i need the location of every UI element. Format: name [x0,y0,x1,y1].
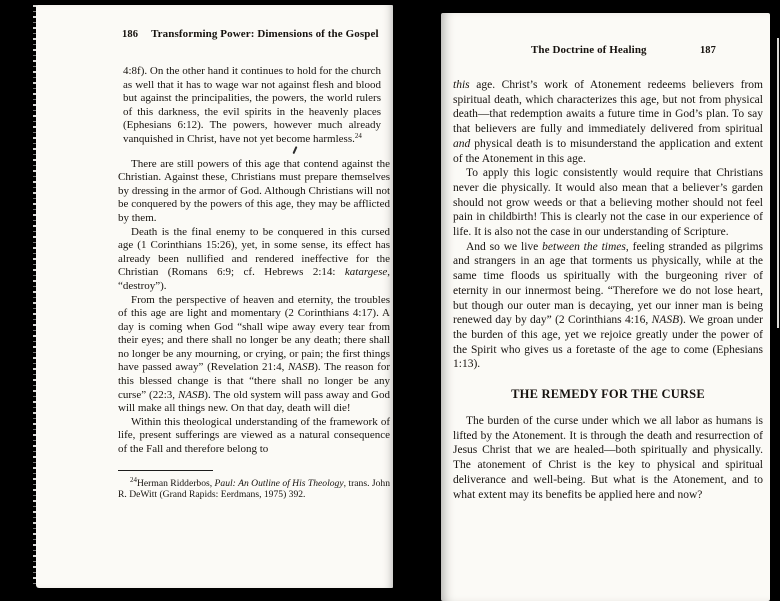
paragraph [453,78,763,166]
text-run: physical death is to misunderstand the application and extent of the Atonement in this age. [453,137,763,165]
text-run: age. Christ’s work of Atonement redeems believers from spiritual death, which characterizes this age, but not from physical death—that redemption awaits a future time in God’s plan. To say that believers are fully and immediately delivered from spiritual [453,79,763,136]
text-run: ). We groan under the burden of this age, yet we rejoice greatly under the power of the Spirit who gives us a foretaste of the age to come (Ephesians 1:13). [453,314,763,371]
footnote [118,475,390,502]
text-run: To apply this logic consistently would require that Christians never die physically. It would also mean that a believer’s garden should not grow weeds or that a believing mother should not feel pain in childbirth! This is clearly not the case in our experience of life. It is also not the case in our understanding of Scripture. [453,167,763,239]
right-page-text-column-after-heading [453,414,763,502]
section-heading: THE REMEDY FOR THE CURSE [511,387,705,402]
paragraph [453,166,763,240]
text-run: NASB [651,314,680,327]
text-run: Death is the final enemy to be conquered in this cursed age (1 Corinthians 15:26), yet, in some sense, its effect has already been nullified and rendered ineffective for the Christian (Romans 6:9; cf. Hebrews 2:14: [118,225,390,279]
text-run: 24 [354,131,362,140]
paragraph [123,65,381,147]
text-run: There are still powers of this age that contend against the Christian. Against these, Christians must prepare themselves by dressing in the armor of God. Although Christians will not be conquered by the powers of this age, they may be afflicted by them. [118,157,390,224]
text-run: NASB [178,388,205,401]
text-run: Within this theological understanding of the framework of life, present sufferings are viewed as a natural consequence of the Fall and therefore belong to [118,415,390,456]
text-run: between the times [542,240,626,253]
text-run: Herman Ridderbos, [137,477,215,489]
text-run: and [453,137,471,150]
text-run: And so we live [466,240,543,253]
paragraph [118,158,390,226]
text-run: ). The old system will pass away and God will make all things new. On that day, death will die! [118,388,391,415]
left-running-title: Transforming Power: Dimensions of the Gospel [151,28,379,40]
text-run: 24 [130,475,137,484]
text-run: , “destroy”). [118,266,390,292]
left-page-number: 186 [122,29,139,40]
right-page-number: 187 [699,45,716,56]
paragraph [118,416,390,457]
paragraph [453,240,763,372]
right-running-header [441,44,770,56]
left-page [36,5,393,588]
text-run: The burden of the curse under which we all labor as humans is lifted by the Atonement. It is through the death and resurrection of Jesus Christ that we are healed—both spiritually and physically. The atonement of Christ is the key to physical and spiritual deliverance and well-being. But what is the Atonement, and to what extent may its benefits be applied here and now? [453,415,763,501]
text-run: 4:8f). On the other hand it continues to hold for the church as well that it has to wage war not against flesh and blood but against the principalities, the powers, the world rulers of this darkness, the evil spirits in the heavenly places (Ephesians 6:12). The powers, however much already vanquished in Christ, have not yet become harmless. [123,65,381,145]
text-run: , feeling stranded as pilgrims and strangers in an age that torments us physically, while at the same time floods us spiritually with the burgeoning river of eternity in our innermost being. “Therefore we do not lose heart, but though our outer man is decaying, yet our inner man is being renewed day by day” (2 Corinthians 4:16, [453,240,763,327]
text-run: From the perspective of heaven and eternity, the troubles of this age are light and momentary (2 Corinthians 4:17). A day is coming when God “shall wipe away every tear from their eyes; and there shall no longer be any death; there shall no longer be any mourning, or crying, or pain; the first things have passed away” (Revelation 21:4, [118,293,390,374]
right-page [441,13,770,601]
scan-edge-artifact-left [33,5,37,588]
paragraph [118,294,390,416]
left-running-header [122,28,393,40]
right-running-title: The Doctrine of Healing [531,44,647,56]
text-run: katargese [344,266,388,279]
text-run: , trans. John R. DeWitt (Grand Rapids: Eerdmans, 1975) 392. [118,477,390,501]
paragraph [118,226,390,294]
text-run: this [453,79,470,91]
paragraph [453,414,763,502]
footnote-divider [118,470,213,471]
right-page-text-column [453,78,763,372]
text-run: ). The reason for this blessed change is that “there shall no longer be any curse” (22:3, [118,361,390,401]
scan-edge-artifact-right [777,38,779,328]
text-run: Paul: An Outline of His Theology [214,477,344,489]
text-run: NASB [287,361,315,374]
left-page-text-column [118,65,390,457]
